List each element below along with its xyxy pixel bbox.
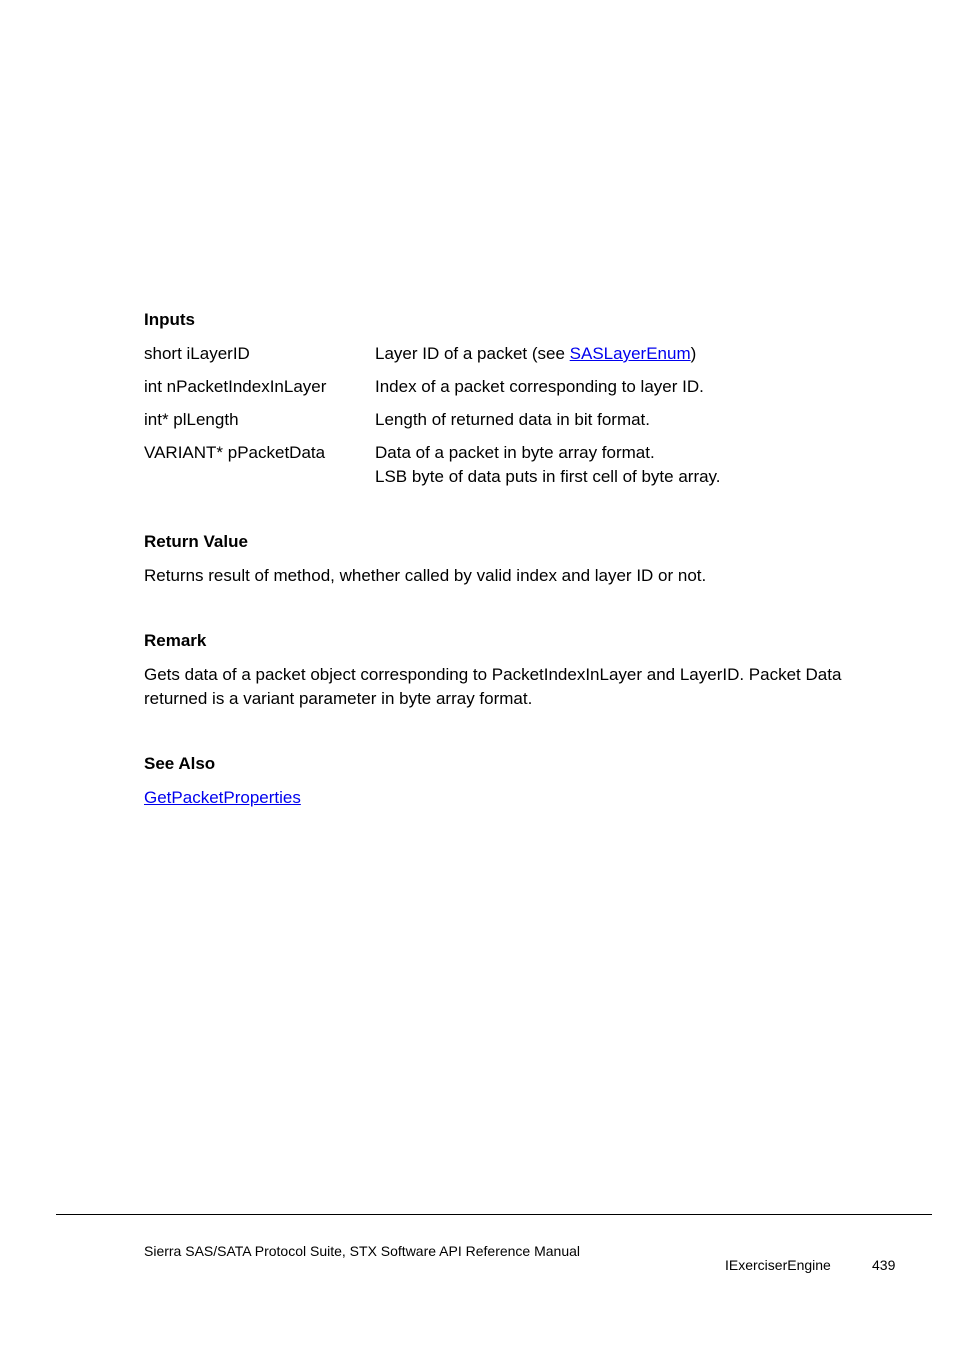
param-name-ilayerid: short iLayerID: [144, 344, 250, 363]
param-desc-pllength: Length of returned data in bit format.: [375, 410, 651, 429]
param-desc-ilayerid: [375, 342, 696, 366]
param-name-ppacketdata: VARIANT* pPacketData: [144, 443, 326, 462]
remark-text-line2: returned is a variant parameter in byte array format.: [144, 689, 533, 708]
remark-text-line1: Gets data of a packet object corresponding to PacketIndexInLayer and LayerID. Packet Data: [144, 665, 842, 684]
param-desc-text: Layer ID of a packet (see: [375, 344, 570, 363]
param-name-npacketindexinlayer: int nPacketIndexInLayer: [144, 377, 327, 396]
footer-divider: [56, 1214, 932, 1215]
see-also-heading: See Also: [144, 754, 216, 773]
return-value-text: Returns result of method, whether called by valid index and layer ID or not.: [144, 566, 707, 585]
see-also-container: [144, 786, 301, 810]
param-desc-ppacketdata-line2: LSB byte of data puts in first cell of byte array.: [375, 467, 721, 486]
footer-page-number: 439: [872, 1257, 896, 1273]
return-value-heading: Return Value: [144, 532, 248, 551]
param-desc-ppacketdata: Data of a packet in byte array format.: [375, 443, 655, 462]
footer-manual-title: Sierra SAS/SATA Protocol Suite, STX Software API Reference Manual: [144, 1243, 581, 1259]
param-desc-npacketindexinlayer: Index of a packet corresponding to layer ID.: [375, 377, 704, 396]
param-desc-suffix: ): [690, 344, 697, 363]
saslayerenum-link[interactable]: SASLayerEnum: [569, 344, 691, 363]
remark-heading: Remark: [144, 631, 207, 650]
param-name-pllength: int* plLength: [144, 410, 239, 429]
inputs-heading: Inputs: [144, 310, 195, 329]
footer-section-name: IExerciserEngine: [725, 1257, 831, 1273]
getpacketproperties-link[interactable]: GetPacketProperties: [144, 788, 301, 807]
